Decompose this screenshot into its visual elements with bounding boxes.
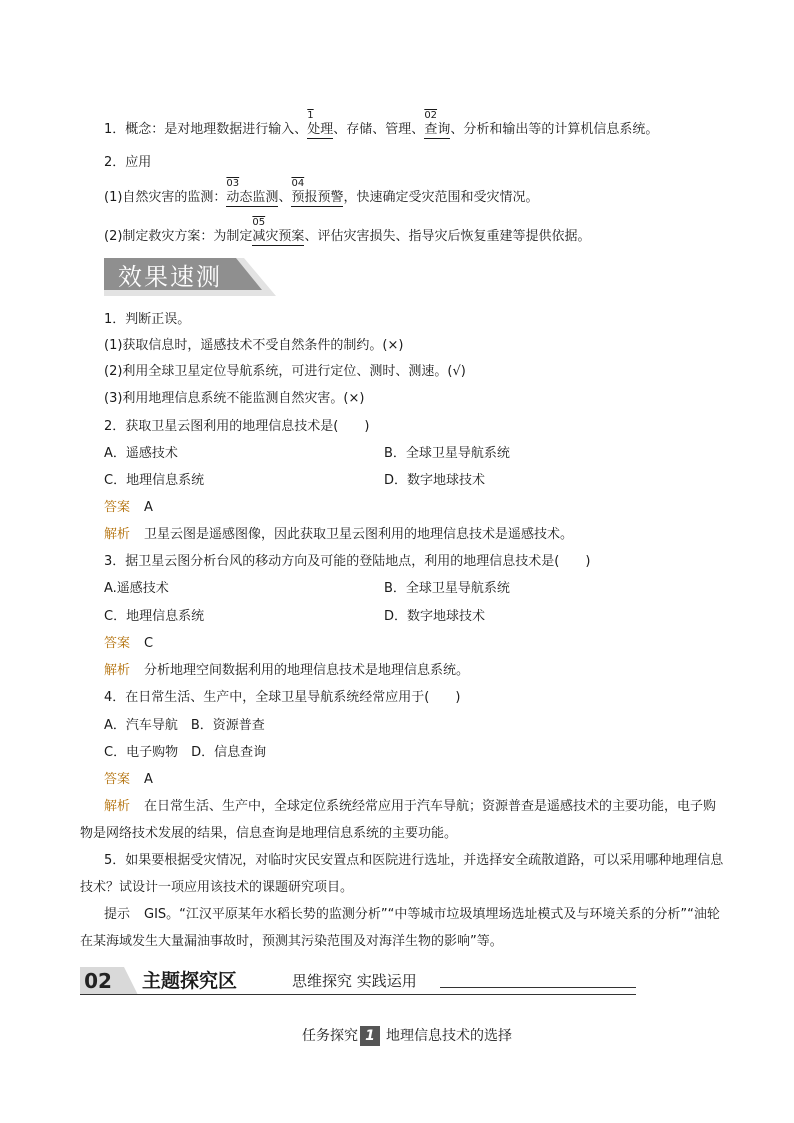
q3-analysis: 解析 分析地理空间数据利用的地理信息技术是地理信息系统。 [104, 663, 470, 678]
task-heading [302, 1026, 512, 1046]
q1-stem: 1．判断正误。 [104, 312, 191, 327]
section-number-tab-shape [116, 967, 138, 995]
q4-stem: 4．在日常生活、生产中，全球卫星导航系统经常应用于( ) [104, 690, 461, 705]
q1-item-3: (3)利用地理信息系统不能监测自然灾害。(×) [104, 391, 365, 406]
concept-application-2: (2)制定救灾方案：为制定 05 减灾预案、评估灾害损失、指导灾后恢复重建等提供依据。 [104, 217, 591, 244]
blank-4: 04 预报预警 [291, 178, 344, 205]
q3-option-a: A.遥感技术 [104, 581, 169, 596]
q4-options-row-1: A．汽车导航 B．资源普查 [104, 718, 265, 733]
banner-title: 效果速测 [118, 263, 222, 291]
task-prefix: 任务探究 [302, 1028, 358, 1044]
q1-item-1: (1)获取信息时，遥感技术不受自然条件的制约。(×) [104, 338, 404, 353]
concept-application-heading: 2．应用 [104, 155, 152, 170]
q5-hint: 提示 GIS。“江汉平原某年水稻长势的监测分析”“中等城市垃圾填埋场选址模式及与环境关系的分析”“油轮在某海域发生大量漏油事故时，预测其污染范围及对海洋生物的影响”等。 [80, 907, 720, 949]
blank-2: 02 查询 [424, 110, 451, 137]
blank-3: 03 动态监测 [226, 178, 279, 205]
q2-option-b: B．全球卫星导航系统 [384, 446, 510, 461]
q3-options-row-2 [104, 609, 726, 625]
section-title: 主题探究区 [142, 970, 238, 992]
q1-item-2: (2)利用全球卫星定位导航系统，可进行定位、测时、测速。(√) [104, 364, 466, 379]
q2-analysis: 解析 卫星云图是遥感图像，因此获取卫星云图利用的地理信息技术是遥感技术。 [104, 527, 574, 542]
section-header [80, 967, 636, 997]
q4-answer: 答案 A [104, 772, 153, 787]
q3-options-row-1 [104, 581, 726, 597]
quiz-banner [104, 258, 276, 296]
q2-option-c: C．地理信息系统 [104, 473, 205, 488]
concept-application-1: (1)自然灾害的监测： 03 动态监测、 04 预报预警，快速确定受灾范围和受灾情况。 [104, 178, 539, 205]
q5-stem: 5．如果要根据受灾情况，对临时灾民安置点和医院进行选址，并选择安全疏散道路，可以采用哪种地理信息技术？试设计一项应用该技术的课题研究项目。 [80, 853, 724, 895]
blank-1: 1 处理 [307, 110, 334, 137]
q3-option-d: D．数字地球技术 [384, 609, 486, 624]
q2-stem: 2．获取卫星云图利用的地理信息技术是( ) [104, 419, 370, 434]
q2-options-row-1 [104, 446, 726, 462]
q4-analysis: 解析 在日常生活、生产中，全球定位系统经常应用于汽车导航；资源普查是遥感技术的主要功能，电子购物是网络技术发展的结果，信息查询是地理信息系统的主要功能。 [80, 799, 717, 841]
section-rule-short [440, 987, 636, 988]
q2-answer: 答案 A [104, 500, 153, 515]
section-subtitle: 思维探究 实践运用 [292, 972, 417, 990]
section-number: 02 [80, 967, 116, 995]
task-number-badge: 1 [360, 1026, 380, 1046]
q2-option-a: A．遥感技术 [104, 446, 178, 461]
q3-answer: 答案 C [104, 636, 154, 651]
concept-definition: 1．概念：是对地理数据进行输入、 1 处理、存储、管理、 02 查询、分析和输出等的计算机信息系统。 [104, 110, 659, 137]
q3-option-c: C．地理信息系统 [104, 609, 205, 624]
blank-5: 05 减灾预案 [252, 217, 305, 244]
q3-option-b: B．全球卫星导航系统 [384, 581, 510, 596]
q2-option-d: D．数字地球技术 [384, 473, 486, 488]
q2-options-row-2 [104, 473, 726, 489]
q4-options-row-2: C．电子购物 D．信息查询 [104, 745, 267, 760]
q3-stem: 3．据卫星云图分析台风的移动方向及可能的登陆地点，利用的地理信息技术是( ) [104, 554, 591, 569]
task-title: 地理信息技术的选择 [386, 1028, 512, 1044]
section-rule [80, 994, 636, 995]
